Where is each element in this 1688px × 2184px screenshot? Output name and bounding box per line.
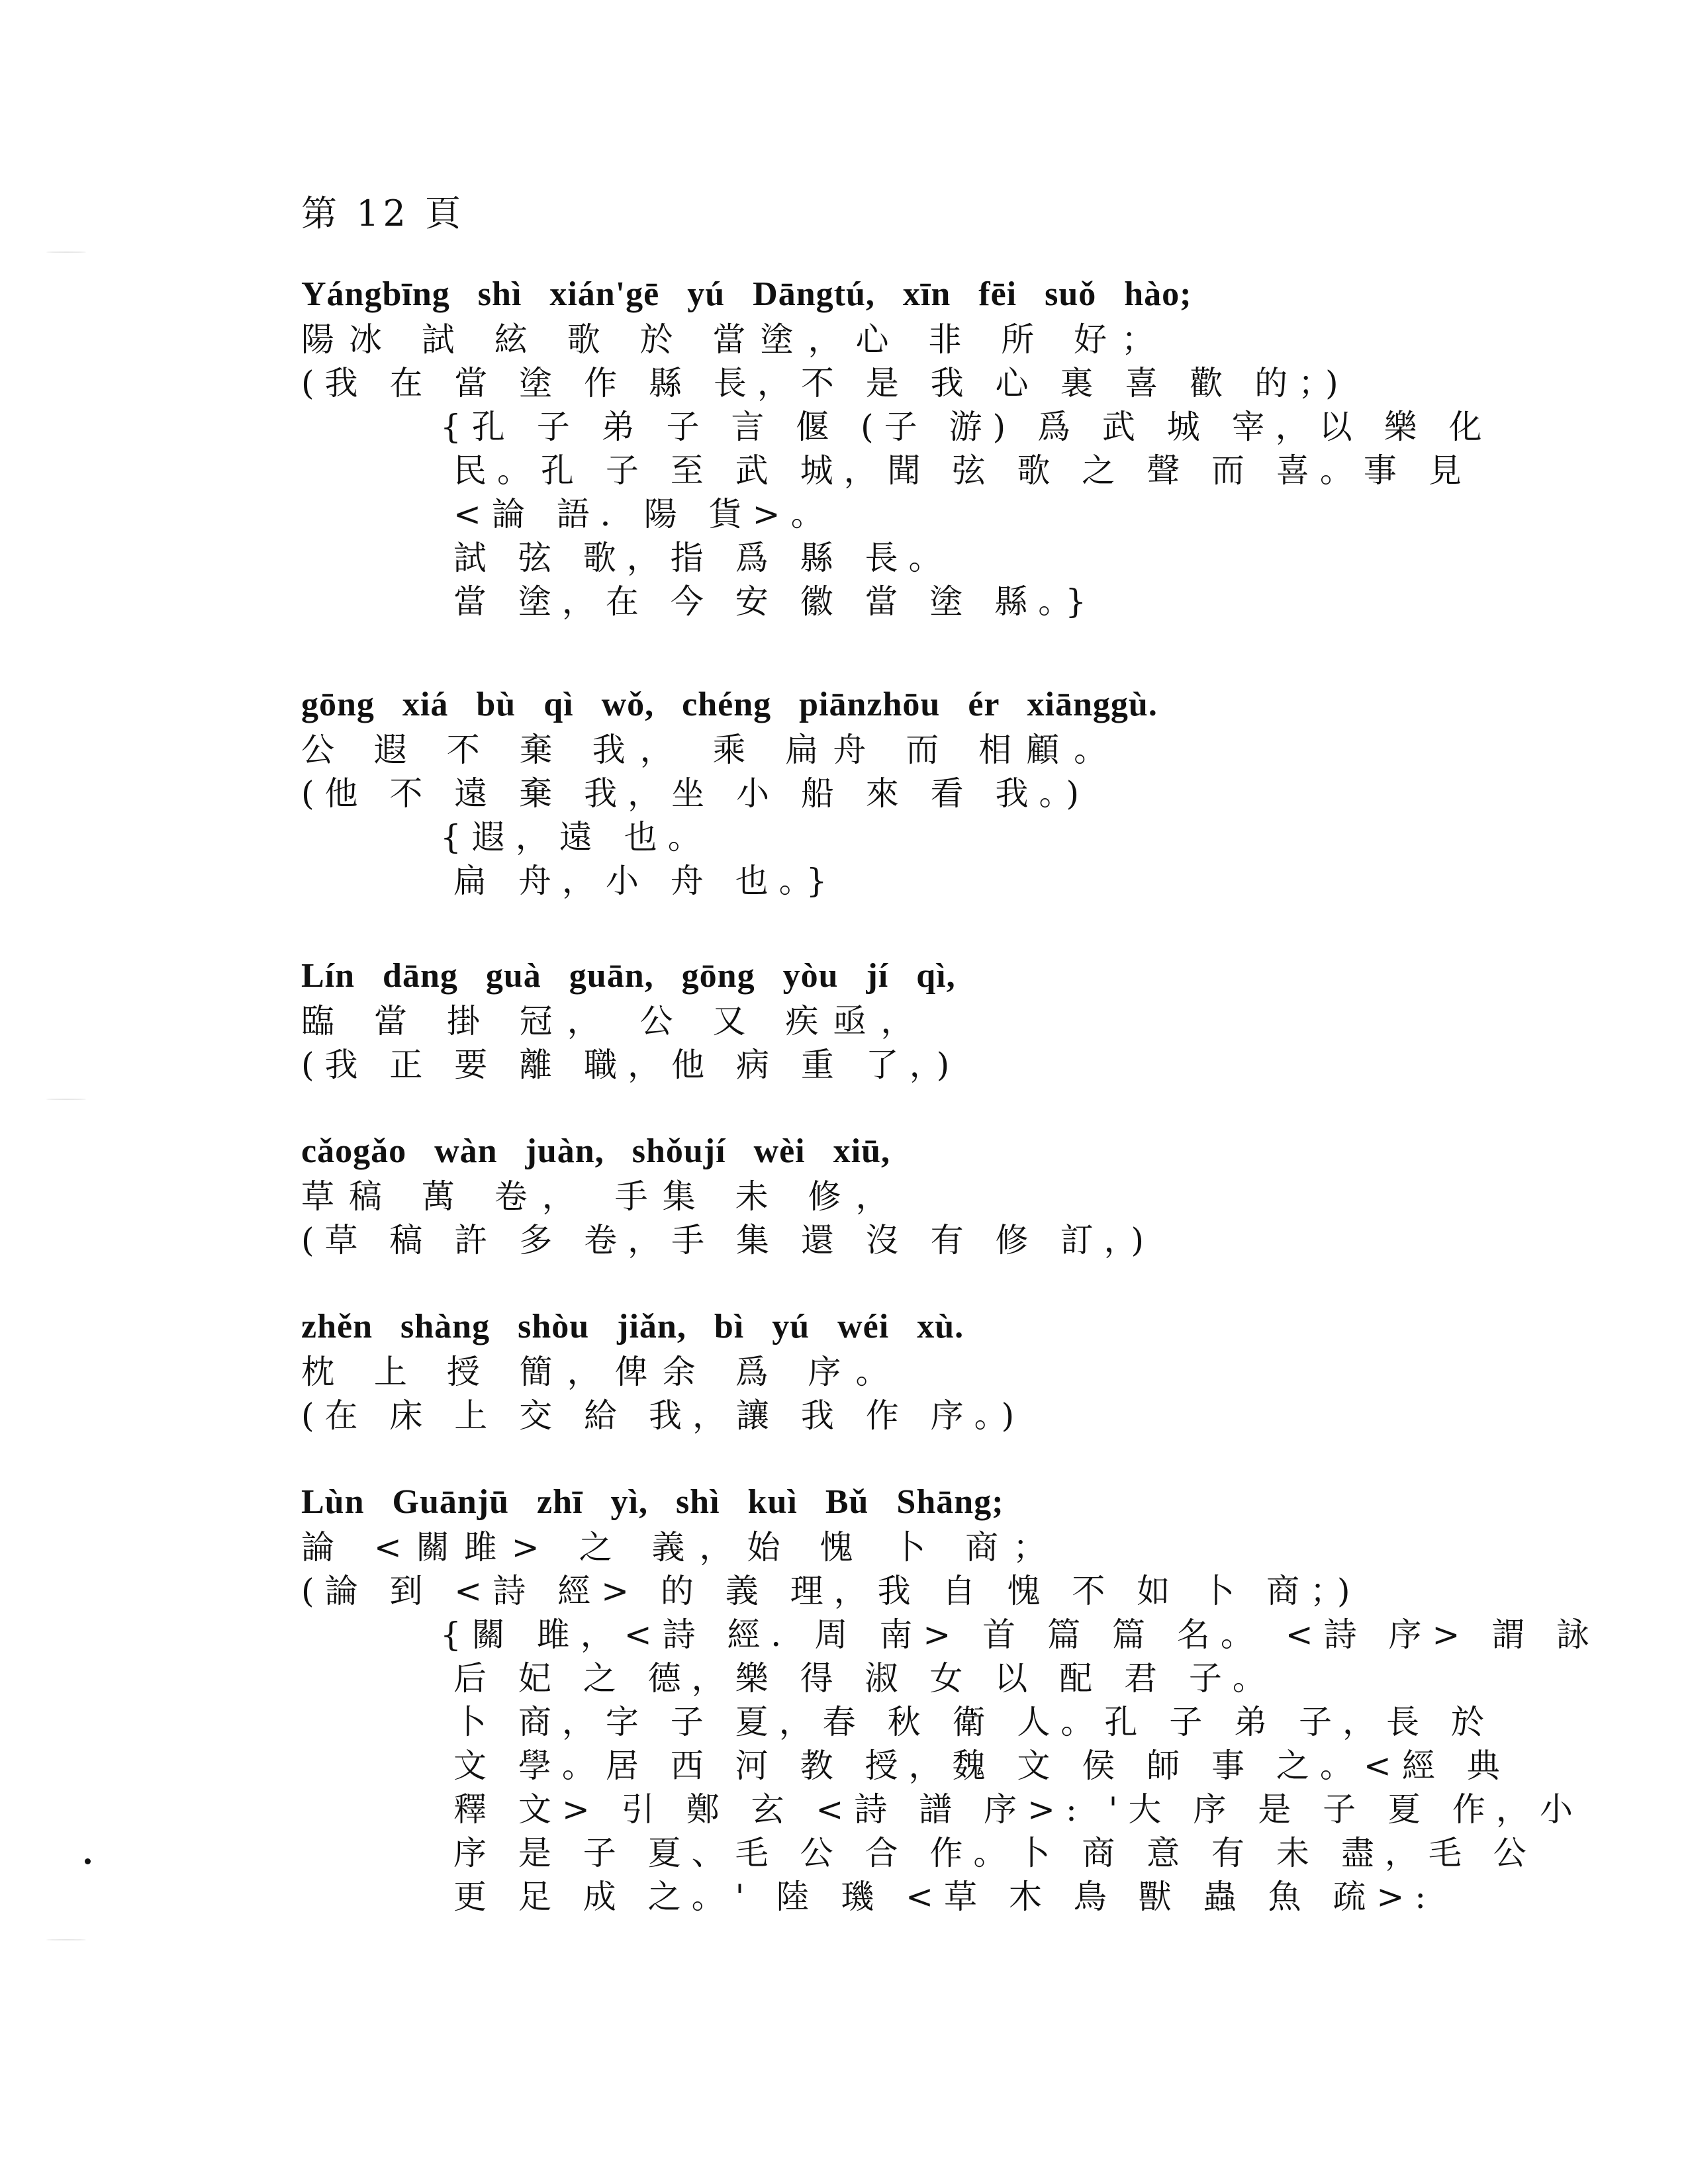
note-line: {孔 子 弟 子 言 偃 (子 游) 爲 武 城 宰，以 樂 化 <box>440 408 1493 446</box>
pinyin-line: Lín dāng guà guān, gōng yòu jí qì, <box>301 957 956 995</box>
page-header: 第 12 頁 <box>301 193 465 234</box>
translation-line: (在 床 上 交 給 我，讓 我 作 序。) <box>301 1396 1025 1435</box>
stanza-2 <box>301 682 1559 903</box>
translation-line: (他 不 遠 棄 我，坐 小 船 來 看 我。) <box>301 774 1090 813</box>
note-line: 扁 舟，小 舟 也。} <box>453 862 838 900</box>
note-line: {關 雎，<詩 經．周 南> 首 篇 篇 名。 <詩 序> 謂 詠 <box>440 1615 1601 1654</box>
pinyin-line: gōng xiá bù qì wǒ, chéng piānzhōu ér xiānggù. <box>301 686 1158 723</box>
chinese-line: 臨 當 掛 冠， 公 又 疾亟， <box>301 1002 929 1040</box>
note-line: 當 塗，在 今 安 徽 當 塗 縣。} <box>453 582 1098 621</box>
note-line: 卜 商，字 子 夏，春 秋 衛 人。孔 子 弟 子，長 於 <box>453 1703 1495 1741</box>
note-line: 更 足 成 之。' 陸 璣 <草 木 鳥 獸 蟲 魚 疏>: <box>453 1878 1437 1916</box>
scan-dot <box>85 1858 91 1864</box>
translation-line: (草 稿 許 多 卷，手 集 還 沒 有 修 訂，) <box>301 1221 1154 1259</box>
note-line: {遐，遠 也。 <box>440 818 712 856</box>
note-line: <論 語．陽 貨>。 <box>453 495 835 533</box>
note-line: 后 妃 之 德，樂 得 淑 女 以 配 君 子。 <box>453 1659 1276 1698</box>
scan-mark <box>46 1939 86 1940</box>
stanza-3 <box>301 953 1559 1087</box>
note-line: 文 學。居 西 河 教 授，魏 文 侯 師 事 之。<經 典 <box>453 1747 1511 1785</box>
scan-mark <box>46 1099 86 1100</box>
pinyin-line: Lùn Guānjū zhī yì, shì kuì Bǔ Shāng; <box>301 1483 1004 1521</box>
chinese-line: 陽冰 試 絃 歌 於 當塗，心 非 所 好； <box>301 320 1170 359</box>
translation-line: (論 到 <詩 經> 的 義 理，我 自 愧 不 如 卜 商；) <box>301 1572 1361 1610</box>
pinyin-line: Yángbīng shì xián'gē yú Dāngtú, xīn fēi suǒ hào; <box>301 275 1192 313</box>
pinyin-line: cǎogǎo wàn juàn, shǒují wèi xiū, <box>301 1132 890 1170</box>
stanza-1 <box>301 271 1559 623</box>
pinyin-line: zhěn shàng shòu jiǎn, bì yú wéi xù. <box>301 1308 964 1345</box>
note-line: 試 弦 歌，指 爲 縣 長。 <box>453 539 953 577</box>
translation-line: (我 正 要 離 職，他 病 重 了，) <box>301 1046 961 1084</box>
stanza-5 <box>301 1304 1559 1437</box>
note-line: 序 是 子 夏、毛 公 合 作。卜 商 意 有 未 盡，毛 公 <box>453 1834 1537 1872</box>
note-line: 民。孔 子 至 武 城，聞 弦 歌 之 聲 而 喜。事 見 <box>453 451 1472 490</box>
chinese-line: 草稿 萬 卷， 手集 未 修， <box>301 1177 904 1216</box>
chinese-line: 論 <關雎> 之 義，始 愧 卜 商； <box>301 1528 1061 1567</box>
scan-mark <box>46 251 86 253</box>
chinese-line: 公 遐 不 棄 我， 乘 扁舟 而 相顧。 <box>301 731 1122 769</box>
translation-line: (我 在 當 塗 作 縣 長，不 是 我 心 裏 喜 歡 的；) <box>301 364 1349 402</box>
stanza-4 <box>301 1128 1559 1262</box>
chinese-line: 枕 上 授 簡，俾余 爲 序。 <box>301 1353 904 1391</box>
note-line: 釋 文> 引 鄭 玄 <詩 譜 序>: '大 序 是 子 夏 作，小 <box>453 1790 1583 1829</box>
stanza-6 <box>301 1479 1601 1919</box>
